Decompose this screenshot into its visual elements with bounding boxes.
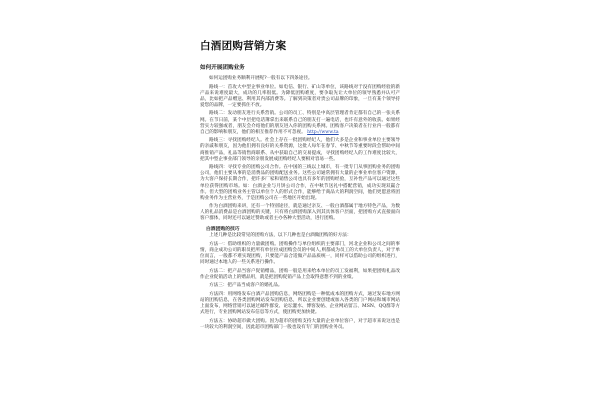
special-route-paragraph: 作为白酒团购来讲，还有一个特别途径，就是通过亲友、一般白酒都属于地方特色产品，为数人的礼品消费品是白酒团购的关键，只有将白酒团购深入到其具体客户层面，把团购方式直接面向客户群体，同时还可以通过赞助或者主办各种大型活动，进行团购。 [200,204,400,222]
method-four-paragraph: 方法四：用网络发布白酒产品团购信息，网络团购是一种低成本的团购方式，通过发布地方网站的团购信息，在各类团购网站发布团购信息，所以企业要创建或加入各类的门户网站和城市网站上面发布，网络营销可以通过邮件群发、论坛灌水、博客发帖、企业网站留言、MSN、QQ群等方式进行，专业团购网站发布信息等方式，使团购更加快捷。 [200,291,400,316]
route-four-paragraph: 路线四：寻找专业的团购公司合作。在中国的三线以上城市，有一批专门从事团购业务的团购公司，他们主要从事的是消费品的团购配送业务。这些公司通常拥有大量的企事业单位客户资源，为大客户保持长期合作，把许多厂家和销售公司也具有多年的团购经验，互补性产品可以通过这些单位获得团购市场。如：白酒企业与月饼公司合作，在中秋节送礼中搭配营销，成功实现双赢合作。但大型的团购业务主管以单位个人的形式合作，能够给于商品大的利润空间，他们更愿意将团购业务作为主营业务，于是团购公司在一些地区开始出现。 [200,165,400,201]
route-one-paragraph: 路线一：首攻大中型企事业单位。如电信、银行、矿山等单位，该路线对于没有团购经验的新产品来说难度最大，成功的几率很低。为降低团购难度，要争取先让大单位的领导熟悉并认可产品，比如把产品赠送、利用其内部消费等。了解到决策者对贵公司品牌的印象，一旦有某个领导持爱您的品牌，一定要抓住不放。 [200,84,400,108]
method-two-paragraph: 方法二：把产品当客户促销赠品，团购一般是用来给本单位的员工发福利，如果把团购礼品改作企业促销活动上的赠品用，就是把团购促销产品上会取得意想不到的业绩。 [200,268,400,280]
method-three-paragraph: 方法三：把产品当成客户的婚礼品。 [209,283,283,289]
techniques-heading: 白酒团购的技巧 [206,226,240,233]
document-title: 白酒团购营销方案 [200,40,287,52]
document-page [200,38,400,400]
method-one-paragraph: 方法一：借助组织的力量做团购。团购操作与单位组织的主要部门，河北企业和公司之间的事情，商企成功公司的职员把所有单位拉成团购会员的中间人,则都成为员工的大单位负责人，对于单位而言，一般都不难实现团购，只要能产品合适做产品品质统一，同样可以借助公司的组织进行，同时通过本地人的一些关系进行操作。 [200,241,400,265]
route-two-text: 路线二：发动朋友进行关系营销。公司的员工、特别是中高层管理者肯定都有自己的一张关系网。在节日前，某个中层把电话簿拿出来联系自己的朋友打一遍电话，也许有意外的收获。如果经营实力较强或者，朋友会介绍他们的朋友进入你的团购关系网。团购客户决策者在行业内一般都有自己的影响和朋友，他们的相互推荐作用不可忽视。 [200,111,400,135]
method-five-paragraph: 方法五：协助超市做大团购。因为超市的团购支持大量的企业单位客户，对于超市来说这也是一块较大的利润空间，因此超市团购部门一般也设有专门的团购业务员。 [200,318,400,330]
intro-paragraph: 如何运团购业务顺利开展呢?一般有以下四条途径。 [209,76,313,81]
route-three-paragraph: 路线三：寻找团购经纪人。社会上存在一批团购经纪人，他们大多是企业和事业单位主要领导的亲戚和朋友，因为他们拥有良好的关系资源，这批人每年在春节、中秋节等重要时段会帮助中间商推销产品，礼品等销售商联系、从中获取自己的交易提成，寻找团购经纪人的工作难度比较大，把其中型企事业部门领导的亲朋发展成团购经纪人要相对容易一些。 [200,138,400,162]
section-subtitle: 如何开展团购业务 [200,65,245,71]
techniques-intro: 上述几种是比较常见的团购方法，以下几种也是白酒做团购的好方法： [209,233,352,239]
route-two-paragraph [200,111,400,135]
source-link[interactable]: http://www.ta [307,129,339,135]
